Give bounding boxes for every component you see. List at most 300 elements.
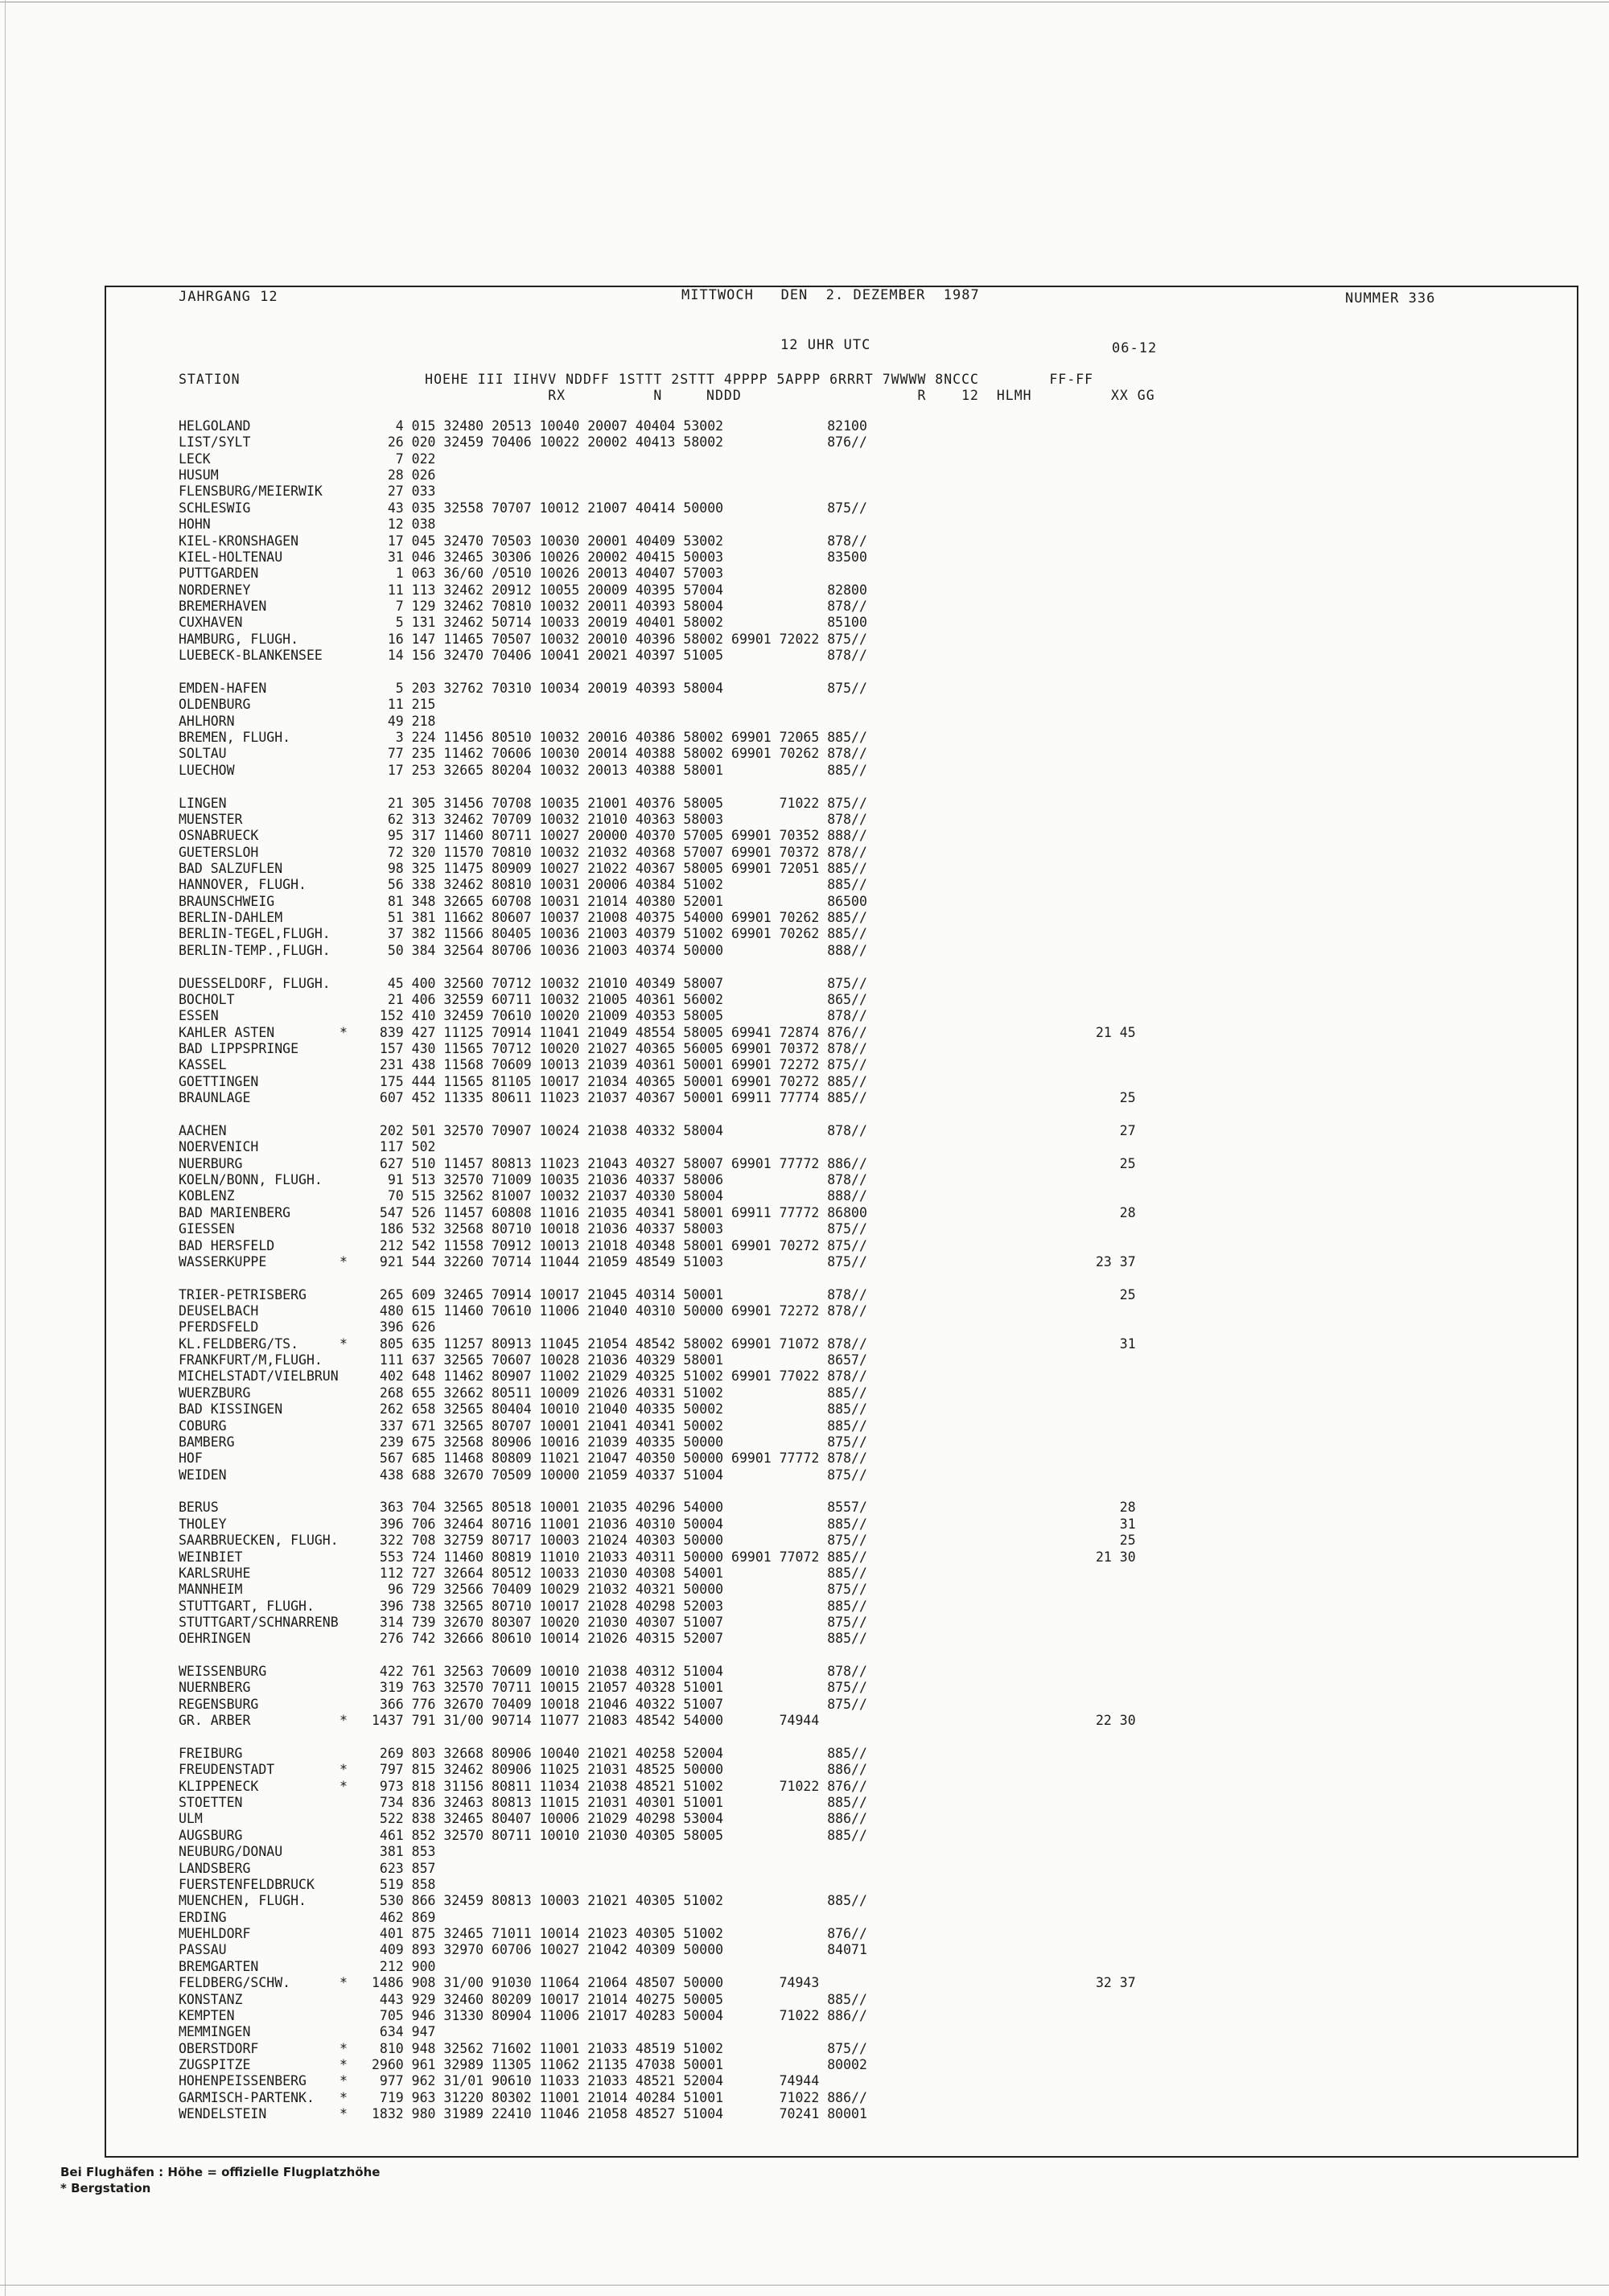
station-name: BAD MARIENBERG [179,1204,291,1220]
observation-data: 1 063 36/60 /0510 10026 20013 40407 57003 [372,566,724,582]
station-name: BAD KISSINGEN [179,1401,283,1418]
station-name: BREMGARTEN [179,1958,259,1974]
observation-data: 797 815 32462 80906 11025 21031 48525 50000 886// [372,1762,867,1778]
table-row [106,1713,1577,1729]
table-row [106,1352,1577,1368]
table-row [106,1156,1577,1172]
station-name: ESSEN [179,1008,219,1024]
observation-data: 269 803 32668 80906 10040 21021 40258 52004 885// [372,1745,867,1761]
jahrgang-label: JAHRGANG 12 [179,289,278,305]
observation-data: 366 776 32670 70409 10018 21046 40322 51007 875// [372,1696,867,1712]
station-name: MICHELSTADT/VIELBRUN [179,1368,339,1385]
station-name: WEISSENBURG [179,1664,267,1680]
observation-data: 11 215 [372,697,436,713]
observation-data: 49 218 [372,713,436,729]
station-name: FRANKFURT/M,FLUGH. [179,1352,323,1368]
table-row [106,483,1577,500]
table-row [106,877,1577,893]
observation-data: 112 727 32664 80512 10033 21030 40308 54001 885// [372,1565,867,1581]
observation-data: 443 929 32460 80209 10017 21014 40275 50005 885// [372,1991,867,2007]
table-row [106,714,1577,730]
table-row [106,1008,1577,1024]
spacer-row [106,959,1577,975]
table-row [106,1533,1577,1549]
station-name: REGENSBURG [179,1696,259,1712]
observation-data: 567 685 11468 80809 11021 21047 40350 50000 69901 77772 878// [372,1450,867,1467]
station-name: WEIDEN [179,1467,227,1483]
station-name: BAMBERG [179,1434,235,1450]
observation-data: 239 675 32568 80906 10016 21039 40335 50000 875// [372,1434,867,1450]
observation-data: 202 501 32570 70907 10024 21038 40332 58004 878// [372,1122,867,1138]
station-name: KOBLENZ [179,1188,235,1204]
observation-data: 96 729 32566 70409 10029 21032 40321 50000 875// [372,1582,867,1598]
observation-data: 607 452 11335 80611 11023 21037 40367 50001 69911 77774 885// [372,1090,867,1106]
observation-data: 623 857 [372,1860,436,1876]
table-row [106,599,1577,615]
station-name: BAD LIPPSPRINGE [179,1041,299,1057]
table-row [106,1566,1577,1582]
table-row [106,845,1577,861]
table-row [106,1992,1577,2008]
observation-data: 547 526 11457 60808 11016 21035 40341 58001 69911 77772 86800 [372,1204,867,1220]
wind-gust: 31 [1096,1516,1136,1532]
station-name: FELDBERG/SCHW. [179,1975,291,1991]
observation-data: 810 948 32562 71602 11001 21033 48519 51002 875// [372,2040,867,2056]
station-name: AHLHORN [179,713,235,729]
station-name: BRAUNSCHWEIG [179,893,275,909]
table-row [106,566,1577,582]
table-row [106,434,1577,451]
observation-data: 175 444 11565 81105 10017 21034 40365 50001 69901 70272 885// [372,1073,867,1089]
table-row [106,828,1577,844]
station-name: AUGSBURG [179,1827,243,1843]
table-row [106,1287,1577,1303]
mountain-marker: * [339,1024,348,1040]
station-name: THOLEY [179,1516,227,1532]
station-name: BAD SALZUFLEN [179,860,283,876]
station-name: FREUDENSTADT [179,1762,275,1778]
observation-data: 26 020 32459 70406 10022 20002 40413 58002 876// [372,434,867,451]
observation-data: 91 513 32570 71009 10035 21036 40337 58006 878// [372,1172,867,1188]
table-row [106,2090,1577,2106]
observation-data: 81 348 32665 60708 10031 21014 40380 52001 86500 [372,893,867,909]
table-row [106,1074,1577,1090]
spacer-row [106,1648,1577,1664]
station-name: WENDELSTEIN [179,2106,267,2122]
table-row [106,500,1577,516]
observation-data: 438 688 32670 70509 10000 21059 40337 51004 875// [372,1467,867,1483]
station-name: SOLTAU [179,746,227,762]
table-row [106,943,1577,959]
table-row [106,1319,1577,1335]
observation-data: 409 893 32970 60706 10027 21042 40309 50000 84071 [372,1942,867,1958]
station-name: AACHEN [179,1122,227,1138]
observation-data: 480 615 11460 70610 11006 21040 40310 50000 69901 72272 878// [372,1302,867,1319]
table-row [106,1746,1577,1762]
column-header-line1: STATION HOEHE III IIHVV NDDFF 1STTT 2STTT 4PPPP 5APPP 6RRRT 7WWWW 8NCCC FF-FF [179,372,1094,387]
column-header-line2: RX N NDDD R 12 HLMH XX GG [179,388,1155,403]
table-row [106,1188,1577,1204]
station-table [106,287,1577,2156]
observation-data: 396 738 32565 80710 10017 21028 40298 52003 885// [372,1598,867,1614]
observation-data: 396 706 32464 80716 11001 21036 40310 50004 885// [372,1516,867,1532]
observation-data: 627 510 11457 80813 11023 21043 40327 58007 69901 77772 886// [372,1155,867,1171]
table-row [106,418,1577,434]
observation-data: 186 532 32568 80710 10018 21036 40337 58003 875// [372,1221,867,1237]
table-row [106,1434,1577,1450]
table-row [106,894,1577,910]
wind-gust: 28 [1096,1500,1136,1516]
observation-data: 461 852 32570 80711 10010 21030 40305 58005 885// [372,1827,867,1843]
table-row [106,1582,1577,1598]
station-name: NUERBURG [179,1155,243,1171]
station-name: LUECHOW [179,762,235,778]
observation-data: 152 410 32459 70610 10020 21009 40353 58005 878// [372,1008,867,1024]
observation-data: 11 113 32462 20912 10055 20009 40395 57004 82800 [372,582,867,598]
station-name: MANNHEIM [179,1582,243,1598]
station-name: DEUSELBACH [179,1302,259,1319]
table-row [106,1303,1577,1319]
table-row [106,1975,1577,1991]
table-row [106,910,1577,926]
station-name: BERLIN-TEMP.,FLUGH. [179,942,331,958]
station-name: KOELN/BONN, FLUGH. [179,1172,323,1188]
table-row [106,992,1577,1008]
wind-gust: 22 30 [1096,1713,1136,1729]
table-row [106,2057,1577,2073]
table-row [106,1861,1577,1877]
spacer-row [106,1270,1577,1286]
table-row [106,582,1577,599]
station-name: KARLSRUHE [179,1565,251,1581]
station-name: LANDSBERG [179,1860,251,1876]
wind-gust: 23 37 [1096,1253,1136,1269]
station-name: BERUS [179,1500,219,1516]
table-row [106,1516,1577,1533]
spacer-row [106,779,1577,795]
mountain-marker: * [339,2057,348,2072]
station-name: PFERDSFELD [179,1319,259,1335]
observation-data: 7 129 32462 70810 10032 20011 40393 58004 878// [372,599,867,615]
observation-data: 27 033 [372,483,436,500]
station-name: HOF [179,1450,203,1467]
table-row [106,1844,1577,1860]
station-name: DUESSELDORF, FLUGH. [179,975,331,991]
station-name: PUTTGARDEN [179,566,259,582]
mountain-marker: * [339,2089,348,2105]
table-row [106,1450,1577,1467]
station-name: LUEBECK-BLANKENSEE [179,648,323,664]
table-row [106,632,1577,648]
observation-data: 2960 961 32989 11305 11062 21135 47038 50001 80002 [372,2057,867,2072]
station-name: MEMMINGEN [179,2024,251,2040]
utc-label: 12 UHR UTC [780,337,871,353]
scan-edge-left [5,0,6,2296]
station-name: MUENCHEN, FLUGH. [179,1893,307,1909]
table-row [106,976,1577,992]
mountain-marker: * [339,2073,348,2089]
station-name: HANNOVER, FLUGH. [179,877,307,893]
observation-data: 519 858 [372,1876,436,1892]
table-row [106,648,1577,664]
table-row [106,1500,1577,1516]
observation-data: 117 502 [372,1139,436,1155]
station-name: HUSUM [179,467,219,483]
table-row [106,533,1577,549]
mountain-marker: * [339,1975,348,1991]
station-name: CUXHAVEN [179,615,243,631]
observation-data: 319 763 32570 70711 10015 21057 40328 51001 875// [372,1680,867,1696]
wind-gust: 25 [1096,1090,1136,1106]
observation-data: 62 313 32462 70709 10032 21010 40363 58003 878// [372,811,867,827]
table-row [106,516,1577,533]
table-row [106,2073,1577,2089]
date-label: MITTWOCH DEN 2. DEZEMBER 1987 [681,287,980,303]
table-row [106,1762,1577,1778]
table-row [106,926,1577,942]
table-row [106,746,1577,762]
station-name: STOETTEN [179,1795,243,1811]
station-name: PASSAU [179,1942,227,1958]
station-name: GOETTINGEN [179,1073,259,1089]
table-row [106,549,1577,566]
observation-data: 21 305 31456 70708 10035 21001 40376 58005 71022 875// [372,795,867,811]
station-name: GIESSEN [179,1221,235,1237]
table-row [106,1221,1577,1237]
station-name: KIEL-KRONSHAGEN [179,533,299,549]
spacer-row [106,1730,1577,1746]
station-name: KL.FELDBERG/TS. [179,1335,299,1352]
observation-data: 401 875 32465 71011 10014 21023 40305 51002 876// [372,1926,867,1942]
station-name: ZUGSPITZE [179,2057,251,2072]
observation-data: 734 836 32463 80813 11015 21031 40301 51001 885// [372,1795,867,1811]
table-row [106,681,1577,697]
table-row [106,2024,1577,2040]
table-row [106,1959,1577,1975]
observation-data: 276 742 32666 80610 10014 21026 40315 52007 885// [372,1631,867,1647]
station-name: TRIER-PETRISBERG [179,1286,307,1302]
wind-gust: 25 [1096,1286,1136,1302]
observation-data: 212 542 11558 70912 10013 21018 40348 58001 69901 70272 875// [372,1237,867,1253]
observation-data: 95 317 11460 80711 10027 20000 40370 57005 69901 70352 888// [372,828,867,844]
observation-data: 977 962 31/01 90610 11033 21033 48521 52004 74944 [372,2073,820,2089]
table-row [106,1418,1577,1434]
station-name: KEMPTEN [179,2007,235,2023]
table-row [106,697,1577,713]
station-name: BRAUNLAGE [179,1090,251,1106]
table-row [106,1385,1577,1401]
observation-data: 77 235 11462 70606 10030 20014 40388 58002 69901 70262 878// [372,746,867,762]
table-row [106,1139,1577,1155]
station-name: GR. ARBER [179,1713,251,1729]
table-row [106,1172,1577,1188]
observation-data: 157 430 11565 70712 10020 21027 40365 56005 69901 70372 878// [372,1041,867,1057]
observation-data: 719 963 31220 80302 11001 21014 40284 51001 71022 886// [372,2089,867,2105]
station-name: SAARBRUECKEN, FLUGH. [179,1533,339,1549]
observation-data: 70 515 32562 81007 10032 21037 40330 58004 888// [372,1188,867,1204]
observation-data: 3 224 11456 80510 10032 20016 40386 58002 69901 72065 885// [372,730,867,746]
wind-gust: 25 [1096,1533,1136,1549]
station-name: OLDENBURG [179,697,251,713]
mountain-marker: * [339,2040,348,2056]
table-row [106,2041,1577,2057]
table-row [106,1025,1577,1041]
observation-data: 7 022 [372,451,436,467]
station-name: BERLIN-TEGEL,FLUGH. [179,926,331,942]
observation-data: 553 724 11460 80819 11010 21033 40311 50000 69901 77072 885// [372,1549,867,1565]
table-row [106,1123,1577,1139]
observation-data: 111 637 32565 70607 10028 21036 40329 58001 8657/ [372,1352,867,1368]
station-name: OEHRINGEN [179,1631,251,1647]
wind-gust: 21 45 [1096,1024,1136,1040]
footnotes [60,2164,380,2196]
wind-gust: 32 37 [1096,1975,1136,1991]
table-row [106,467,1577,483]
station-name: BREMEN, FLUGH. [179,730,291,746]
observation-data: 262 658 32565 80404 10010 21040 40335 50002 885// [372,1401,867,1418]
station-name: KASSEL [179,1057,227,1073]
observation-data: 5 131 32462 50714 10033 20019 40401 58002 85100 [372,615,867,631]
mountain-marker: * [339,2106,348,2122]
table-row [106,1680,1577,1696]
mountain-marker: * [339,1253,348,1269]
observation-data: 14 156 32470 70406 10041 20021 40397 51005 878// [372,648,867,664]
table-row [106,1664,1577,1680]
observation-data: 31 046 32465 30306 10026 20002 40415 50003 83500 [372,549,867,565]
table-row [106,1090,1577,1106]
table-row [106,1238,1577,1254]
observation-data: 1437 791 31/00 90714 11077 21083 48542 54000 74944 [372,1713,820,1729]
station-name: HELGOLAND [179,418,251,434]
station-name: NEUBURG/DONAU [179,1844,283,1860]
station-name: KIEL-HOLTENAU [179,549,283,565]
station-name: LECK [179,451,211,467]
wind-gust: 28 [1096,1204,1136,1220]
spacer-row [106,665,1577,681]
observation-data: 212 900 [372,1958,436,1974]
station-name: GUETERSLOH [179,844,259,860]
spacer-row [106,1483,1577,1500]
table-row [106,1697,1577,1713]
observation-data: 17 045 32470 70503 10030 20001 40409 53002 878// [372,533,867,549]
observation-data: 50 384 32564 80706 10036 21003 40374 50000 888// [372,942,867,958]
table-row [106,812,1577,828]
observation-data: 43 035 32558 70707 10012 21007 40414 50000 875// [372,500,867,516]
mountain-marker: * [339,1335,348,1352]
wind-gust: 21 30 [1096,1549,1136,1565]
station-name: KONSTANZ [179,1991,243,2007]
table-row [106,1549,1577,1566]
table-row [106,1041,1577,1057]
table-row [106,1599,1577,1615]
table-row [106,1615,1577,1631]
table-row [106,730,1577,746]
table-row [106,1631,1577,1647]
table-row [106,1811,1577,1827]
observation-data: 98 325 11475 80909 10027 21022 40367 58005 69901 72051 885// [372,860,867,876]
observation-data: 634 947 [372,2024,436,2040]
table-row [106,796,1577,812]
station-name: MUEHLDORF [179,1926,251,1942]
table-row [106,2106,1577,2122]
table-row [106,1877,1577,1893]
issue-number: NUMMER 336 [1345,290,1436,307]
mountain-marker: * [339,1713,348,1729]
table-row [106,1926,1577,1942]
station-name: SCHLESWIG [179,500,251,516]
observation-data: 56 338 32462 80810 10031 20006 40384 51002 885// [372,877,867,893]
station-name: FLENSBURG/MEIERWIK [179,483,323,500]
observation-data: 381 853 [372,1844,436,1860]
wind-gust: 25 [1096,1155,1136,1171]
observation-data: 28 026 [372,467,436,483]
station-name: NUERNBERG [179,1680,251,1696]
station-name: HOHENPEISSENBERG [179,2073,307,2089]
observation-data: 314 739 32670 80307 10020 21030 40307 51007 875// [372,1615,867,1630]
observation-data: 973 818 31156 80811 11034 21038 48521 51002 71022 876// [372,1778,867,1794]
observation-data: 921 544 32260 70714 11044 21059 48549 51003 875// [372,1253,867,1269]
station-name: STUTTGART, FLUGH. [179,1598,315,1614]
table-row [106,1336,1577,1352]
wind-gust: 31 [1096,1335,1136,1352]
observation-data: 17 253 32665 80204 10032 20013 40388 58001 885// [372,762,867,778]
table-row [106,1057,1577,1073]
observation-data: 268 655 32662 80511 10009 21026 40331 51002 885// [372,1385,867,1401]
observation-data: 422 761 32563 70609 10010 21038 40312 51004 878// [372,1664,867,1680]
wind-gust: 27 [1096,1122,1136,1138]
observation-data: 396 626 [372,1319,436,1335]
station-name: WUERZBURG [179,1385,251,1401]
station-name: LINGEN [179,795,227,811]
table-row [106,1779,1577,1795]
observation-data: 322 708 32759 80717 10003 21024 40303 50000 875// [372,1533,867,1549]
observation-data: 522 838 32465 80407 10006 21029 40298 53004 886// [372,1811,867,1827]
station-name: BOCHOLT [179,991,235,1007]
observation-data: 530 866 32459 80813 10003 21021 40305 51002 885// [372,1893,867,1909]
station-name: BAD HERSFELD [179,1237,275,1253]
station-name: ULM [179,1811,203,1827]
observation-data: 462 869 [372,1909,436,1925]
observation-data: 402 648 11462 80907 11002 21029 40325 51002 69901 77022 878// [372,1368,867,1385]
observation-data: 805 635 11257 80913 11045 21054 48542 58002 69901 71072 878// [372,1335,867,1352]
footnote-airport-height: Bei Flughäfen : Höhe = offizielle Flugplatzhöhe [60,2165,381,2179]
observation-data: 363 704 32565 80518 10001 21035 40296 54000 8557/ [372,1500,867,1516]
observation-data: 231 438 11568 70609 10013 21039 40361 50001 69901 72272 875// [372,1057,867,1073]
observation-data: 72 320 11570 70810 10032 21032 40368 57007 69901 70372 878// [372,844,867,860]
report-frame [105,286,1578,2158]
mountain-marker: * [339,1778,348,1794]
table-row [106,1893,1577,1909]
station-name: BERLIN-DAHLEM [179,910,283,926]
table-row [106,763,1577,779]
station-name: FREIBURG [179,1745,243,1761]
station-name: WEINBIET [179,1549,243,1565]
observation-data: 12 038 [372,516,436,533]
table-row [106,1254,1577,1270]
table-row [106,615,1577,631]
station-name: OBERSTDORF [179,2040,259,2056]
observation-data: 51 381 11662 80607 10037 21008 40375 54000 69901 70262 885// [372,910,867,926]
mountain-marker: * [339,1762,348,1778]
station-name: OSNABRUECK [179,828,259,844]
footnote-mountain-station: * Bergstation [60,2181,151,2195]
observation-data: 1832 980 31989 22410 11046 21058 48527 51004 70241 80001 [372,2106,867,2122]
station-name: KLIPPENECK [179,1778,259,1794]
table-row [106,451,1577,467]
station-name: ERDING [179,1909,227,1925]
station-name: HOHN [179,516,211,533]
table-row [106,1910,1577,1926]
